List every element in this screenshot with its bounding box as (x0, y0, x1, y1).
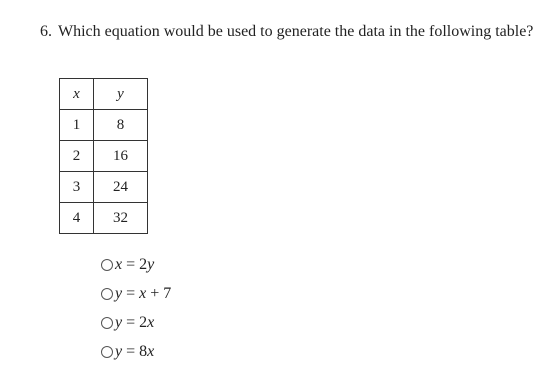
cell-y: 8 (94, 110, 148, 141)
cell-x: 1 (60, 110, 94, 141)
table-header-row (60, 79, 148, 110)
radio-button[interactable] (101, 259, 113, 271)
radio-button[interactable] (101, 317, 113, 329)
radio-button[interactable] (101, 346, 113, 358)
header-y: y (94, 79, 148, 110)
cell-y: 32 (94, 203, 148, 234)
cell-x: 2 (60, 141, 94, 172)
answer-option[interactable] (101, 279, 171, 308)
answer-options (101, 250, 171, 366)
answer-option[interactable] (101, 250, 171, 279)
table-row (60, 203, 148, 234)
answer-option[interactable] (101, 337, 171, 366)
question-prompt: Which equation would be used to generate the data in the following table? (58, 23, 534, 40)
question-text (40, 22, 533, 42)
header-x: x (60, 79, 94, 110)
option-label: y = 2x (115, 313, 155, 331)
table-row (60, 110, 148, 141)
xy-table (59, 78, 148, 234)
cell-x: 3 (60, 172, 94, 203)
question-number: 6. (40, 23, 52, 40)
cell-y: 16 (94, 141, 148, 172)
cell-y: 24 (94, 172, 148, 203)
option-label: y = 8x (115, 342, 155, 360)
option-label: x = 2y (115, 255, 155, 273)
cell-x: 4 (60, 203, 94, 234)
table-row (60, 141, 148, 172)
answer-option[interactable] (101, 308, 171, 337)
option-label: y = x + 7 (115, 284, 172, 302)
radio-button[interactable] (101, 288, 113, 300)
table-row (60, 172, 148, 203)
